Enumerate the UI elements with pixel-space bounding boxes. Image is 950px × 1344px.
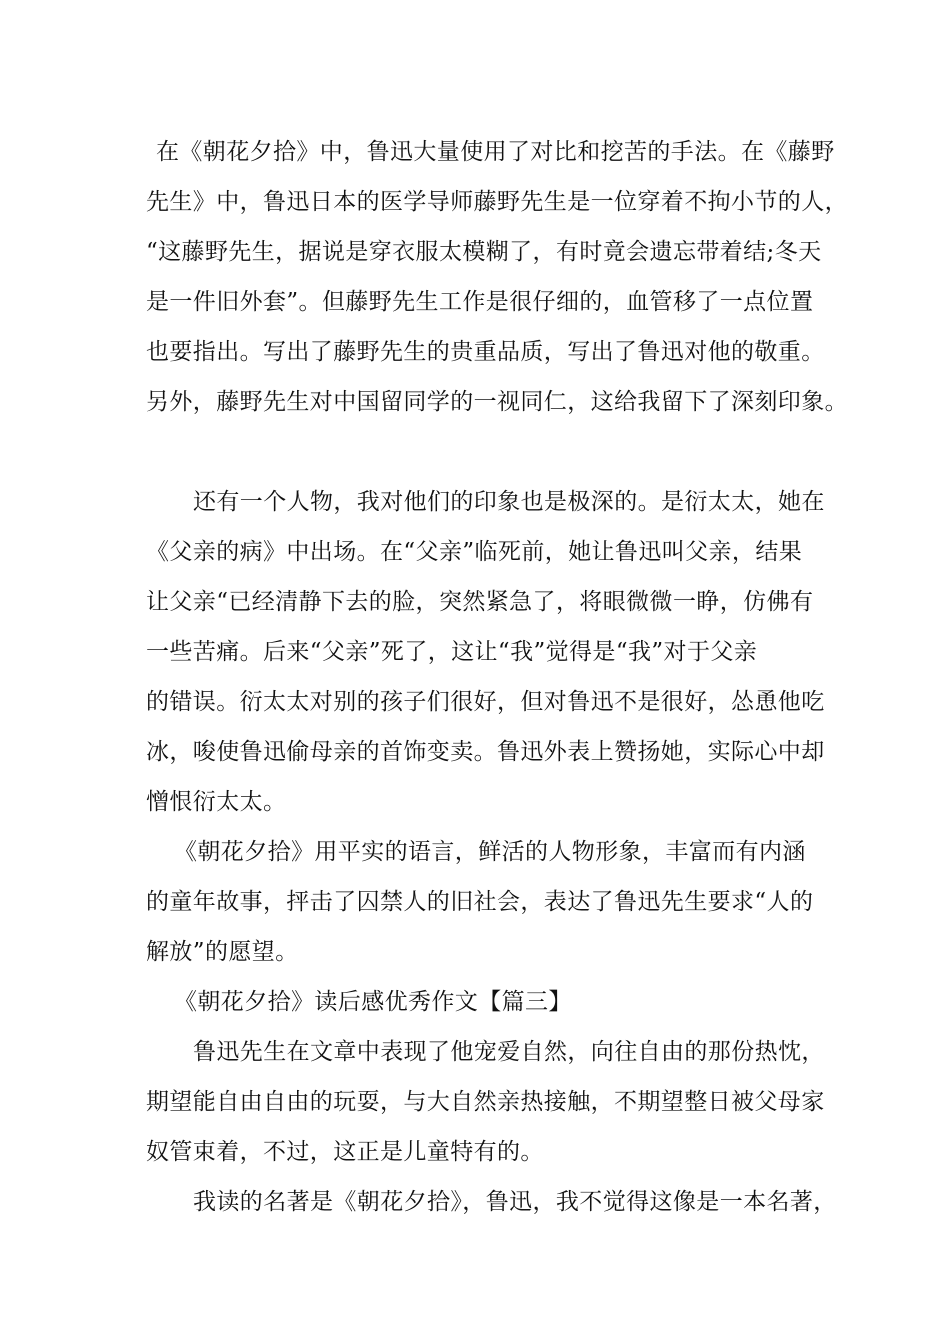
paragraph-5-line-1: 我读的名著是《朝花夕拾》，鲁迅，我不觉得这像是一本名著，	[193, 1189, 837, 1215]
paragraph-2-line-3: 让父亲“已经清静下去的脸，突然紧急了，将眼微微一睁，仿佛有	[146, 589, 814, 615]
paragraph-2-line-2: 《父亲的病》中出场。在“父亲”临死前，她让鲁迅叫父亲，结果	[146, 539, 803, 565]
paragraph-2-line-6: 冰，唆使鲁迅偷母亲的首饰变卖。鲁迅外表上赞扬她，实际心中却	[146, 739, 825, 765]
paragraph-1-line-3: “这藤野先生，据说是穿衣服太模糊了，有时竟会遗忘带着结;冬天	[146, 239, 822, 265]
paragraph-1-line-6: 另外，藤野先生对中国留同学的一视同仁，这给我留下了深刻印象。	[146, 389, 848, 415]
paragraph-2-line-4: 一些苦痛。后来“父亲”死了，这让“我”觉得是“我”对于父亲	[146, 639, 758, 665]
paragraph-1-line-2: 先生》中，鲁迅日本的医学导师藤野先生是一位穿着不拘小节的人，	[146, 189, 848, 215]
paragraph-4-line-1: 鲁迅先生在文章中表现了他宠爱自然，向往自由的那份热忱，	[193, 1039, 825, 1065]
paragraph-2-line-5: 的错误。衍太太对别的孩子们很好，但对鲁迅不是很好，怂恿他吃	[146, 689, 825, 715]
paragraph-3-line-2: 的童年故事，抨击了囚禁人的旧社会，表达了鲁迅先生要求“人的	[146, 889, 814, 915]
paragraph-4-line-3: 奴管束着，不过，这正是儿童特有的。	[146, 1139, 544, 1165]
section-heading: 《朝花夕拾》读后感优秀作文【篇三】	[174, 989, 572, 1015]
paragraph-4-line-2: 期望能自由自由的玩耍，与大自然亲热接触，不期望整日被父母家	[146, 1089, 825, 1115]
paragraph-1-line-1: 在《朝花夕拾》中，鲁迅大量使用了对比和挖苦的手法。在《藤野	[156, 139, 835, 165]
paragraph-1-line-5: 也要指出。写出了藤野先生的贵重品质，写出了鲁迅对他的敬重。	[146, 339, 825, 365]
paragraph-1-line-4: 是一件旧外套”。但藤野先生工作是很仔细的，血管移了一点位置	[146, 289, 814, 315]
paragraph-3-line-1: 《朝花夕拾》用平实的语言，鲜活的人物形象，丰富而有内涵	[174, 839, 806, 865]
paragraph-2-line-1: 还有一个人物，我对他们的印象也是极深的。是衍太太，她在	[193, 489, 825, 515]
paragraph-2-line-7: 憎恨衍太太。	[146, 789, 287, 815]
paragraph-3-line-3: 解放”的愿望。	[146, 939, 299, 965]
